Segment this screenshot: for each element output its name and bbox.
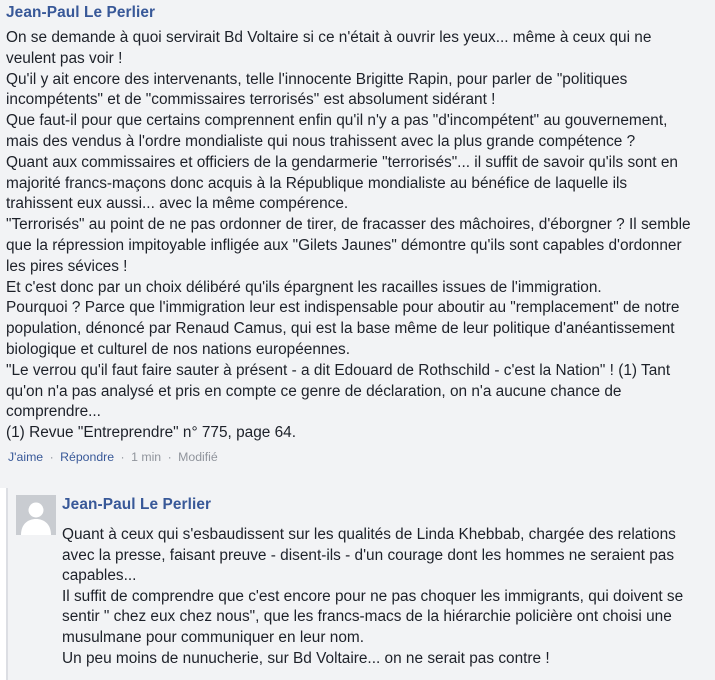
- separator: ·: [49, 449, 54, 464]
- comment-line: Qu'il y ait encore des intervenants, telle l'innocente Brigitte Rapin, pour parler de "politiques: [6, 70, 628, 88]
- reply-line: musulmane pour communiquer en leur nom.: [62, 628, 364, 646]
- reply-line: sentir " chez eux chez nous", que les francs-macs de la hiérarchie policière ont choisi une: [62, 608, 672, 626]
- comment-line: biologique et culturel de nos nations européennes.: [6, 340, 350, 358]
- reply-author[interactable]: Jean-Paul Le Perlier: [62, 496, 212, 513]
- comment-line: comprendre...: [6, 403, 101, 421]
- reply-line: capables...: [62, 567, 137, 585]
- reply-comment: [6, 488, 715, 680]
- comment-author[interactable]: Jean-Paul Le Perlier: [6, 4, 156, 21]
- default-avatar-icon: [16, 495, 56, 535]
- avatar[interactable]: [16, 495, 56, 535]
- reply-content: [62, 495, 712, 669]
- comment-line: On se demande à quoi servirait Bd Voltaire si ce n'était à ouvrir les yeux... même à ceux qui ne: [6, 29, 652, 46]
- comment-line: les pires sévices !: [6, 257, 128, 275]
- comment-line: Que faut-il pour que certains comprennent enfin qu'il n'y a pas "d'incompétent" au gouvernement,: [6, 112, 668, 130]
- comment-line: "Le verrou qu'il faut faire sauter à présent - a dit Edouard de Rothschild - c'est la Nation" ! (1) Tant: [6, 361, 671, 379]
- reply-line: Quant à ceux qui s'esbaudissent sur les qualités de Linda Khebbab, chargée des relations: [62, 526, 676, 543]
- edited-label[interactable]: Modifié: [178, 449, 218, 464]
- comment-line: "Terrorisés" au point de ne pas ordonner de tirer, de fracasser des mâchoires, d'éborgner ? Il semble: [6, 216, 691, 234]
- comment-actions: [6, 449, 709, 465]
- separator: ·: [120, 449, 125, 464]
- comment-line: veulent pas voir !: [6, 49, 123, 67]
- separator: ·: [167, 449, 172, 464]
- comment-line: (1) Revue "Entreprendre" n° 775, page 64.: [6, 424, 297, 442]
- comment-body: [6, 28, 709, 444]
- comment-line: Quant aux commissaires et officiers de la gendarmerie "terrorisés"... il suffit de savoir qu'ils sont en: [6, 153, 678, 171]
- comment-line: qu'on n'a pas analysé et pris en compte ce genre de déclaration, on n'a aucune chance de: [6, 382, 622, 400]
- comment-line: incompétents" et de "commissaires terrorisés" est absolument sidérant !: [6, 91, 496, 109]
- reply-link[interactable]: Répondre: [60, 449, 115, 464]
- comment-line: Pourquoi ? Parce que l'immigration leur est indispensable pour aboutir au "remplacement" de notre: [6, 299, 680, 317]
- like-link[interactable]: J'aime: [8, 449, 44, 464]
- comment-line: trahissent eux aussi... avec la même compérence.: [6, 195, 349, 213]
- comment-line: mais des vendus à l'ordre mondialiste qui nous trahissent avec la plus grande compétence ?: [6, 132, 636, 150]
- comment-line: majorité francs-maçons donc acquis à la République mondialiste au bénéfice de laquelle ils: [6, 174, 628, 192]
- timestamp[interactable]: 1 min: [131, 449, 162, 464]
- reply-line: Il suffit de comprendre que c'est encore pour ne pas choquer les immigrants, qui doivent se: [62, 587, 684, 605]
- comment-line: Et c'est donc par un choix délibéré qu'ils épargnent les racailles issues de l'immigration.: [6, 278, 602, 296]
- reply-line: Un peu moins de nunucherie, sur Bd Voltaire... on ne serait pas contre !: [62, 649, 550, 667]
- comment-line: que la répression impitoyable infligée aux "Gilets Jaunes" démontre qu'ils sont capables d'ordonner: [6, 236, 682, 254]
- reply-thread-line: [6, 488, 8, 680]
- comment-line: population, dénoncé par Renaud Camus, qui est la base même de leur politique d'anéantissement: [6, 320, 675, 338]
- reply-line: avec la presse, faisant preuve - disent-ils - d'un courage dont les hommes ne seraient pas: [62, 546, 675, 564]
- reply-body: [62, 525, 712, 669]
